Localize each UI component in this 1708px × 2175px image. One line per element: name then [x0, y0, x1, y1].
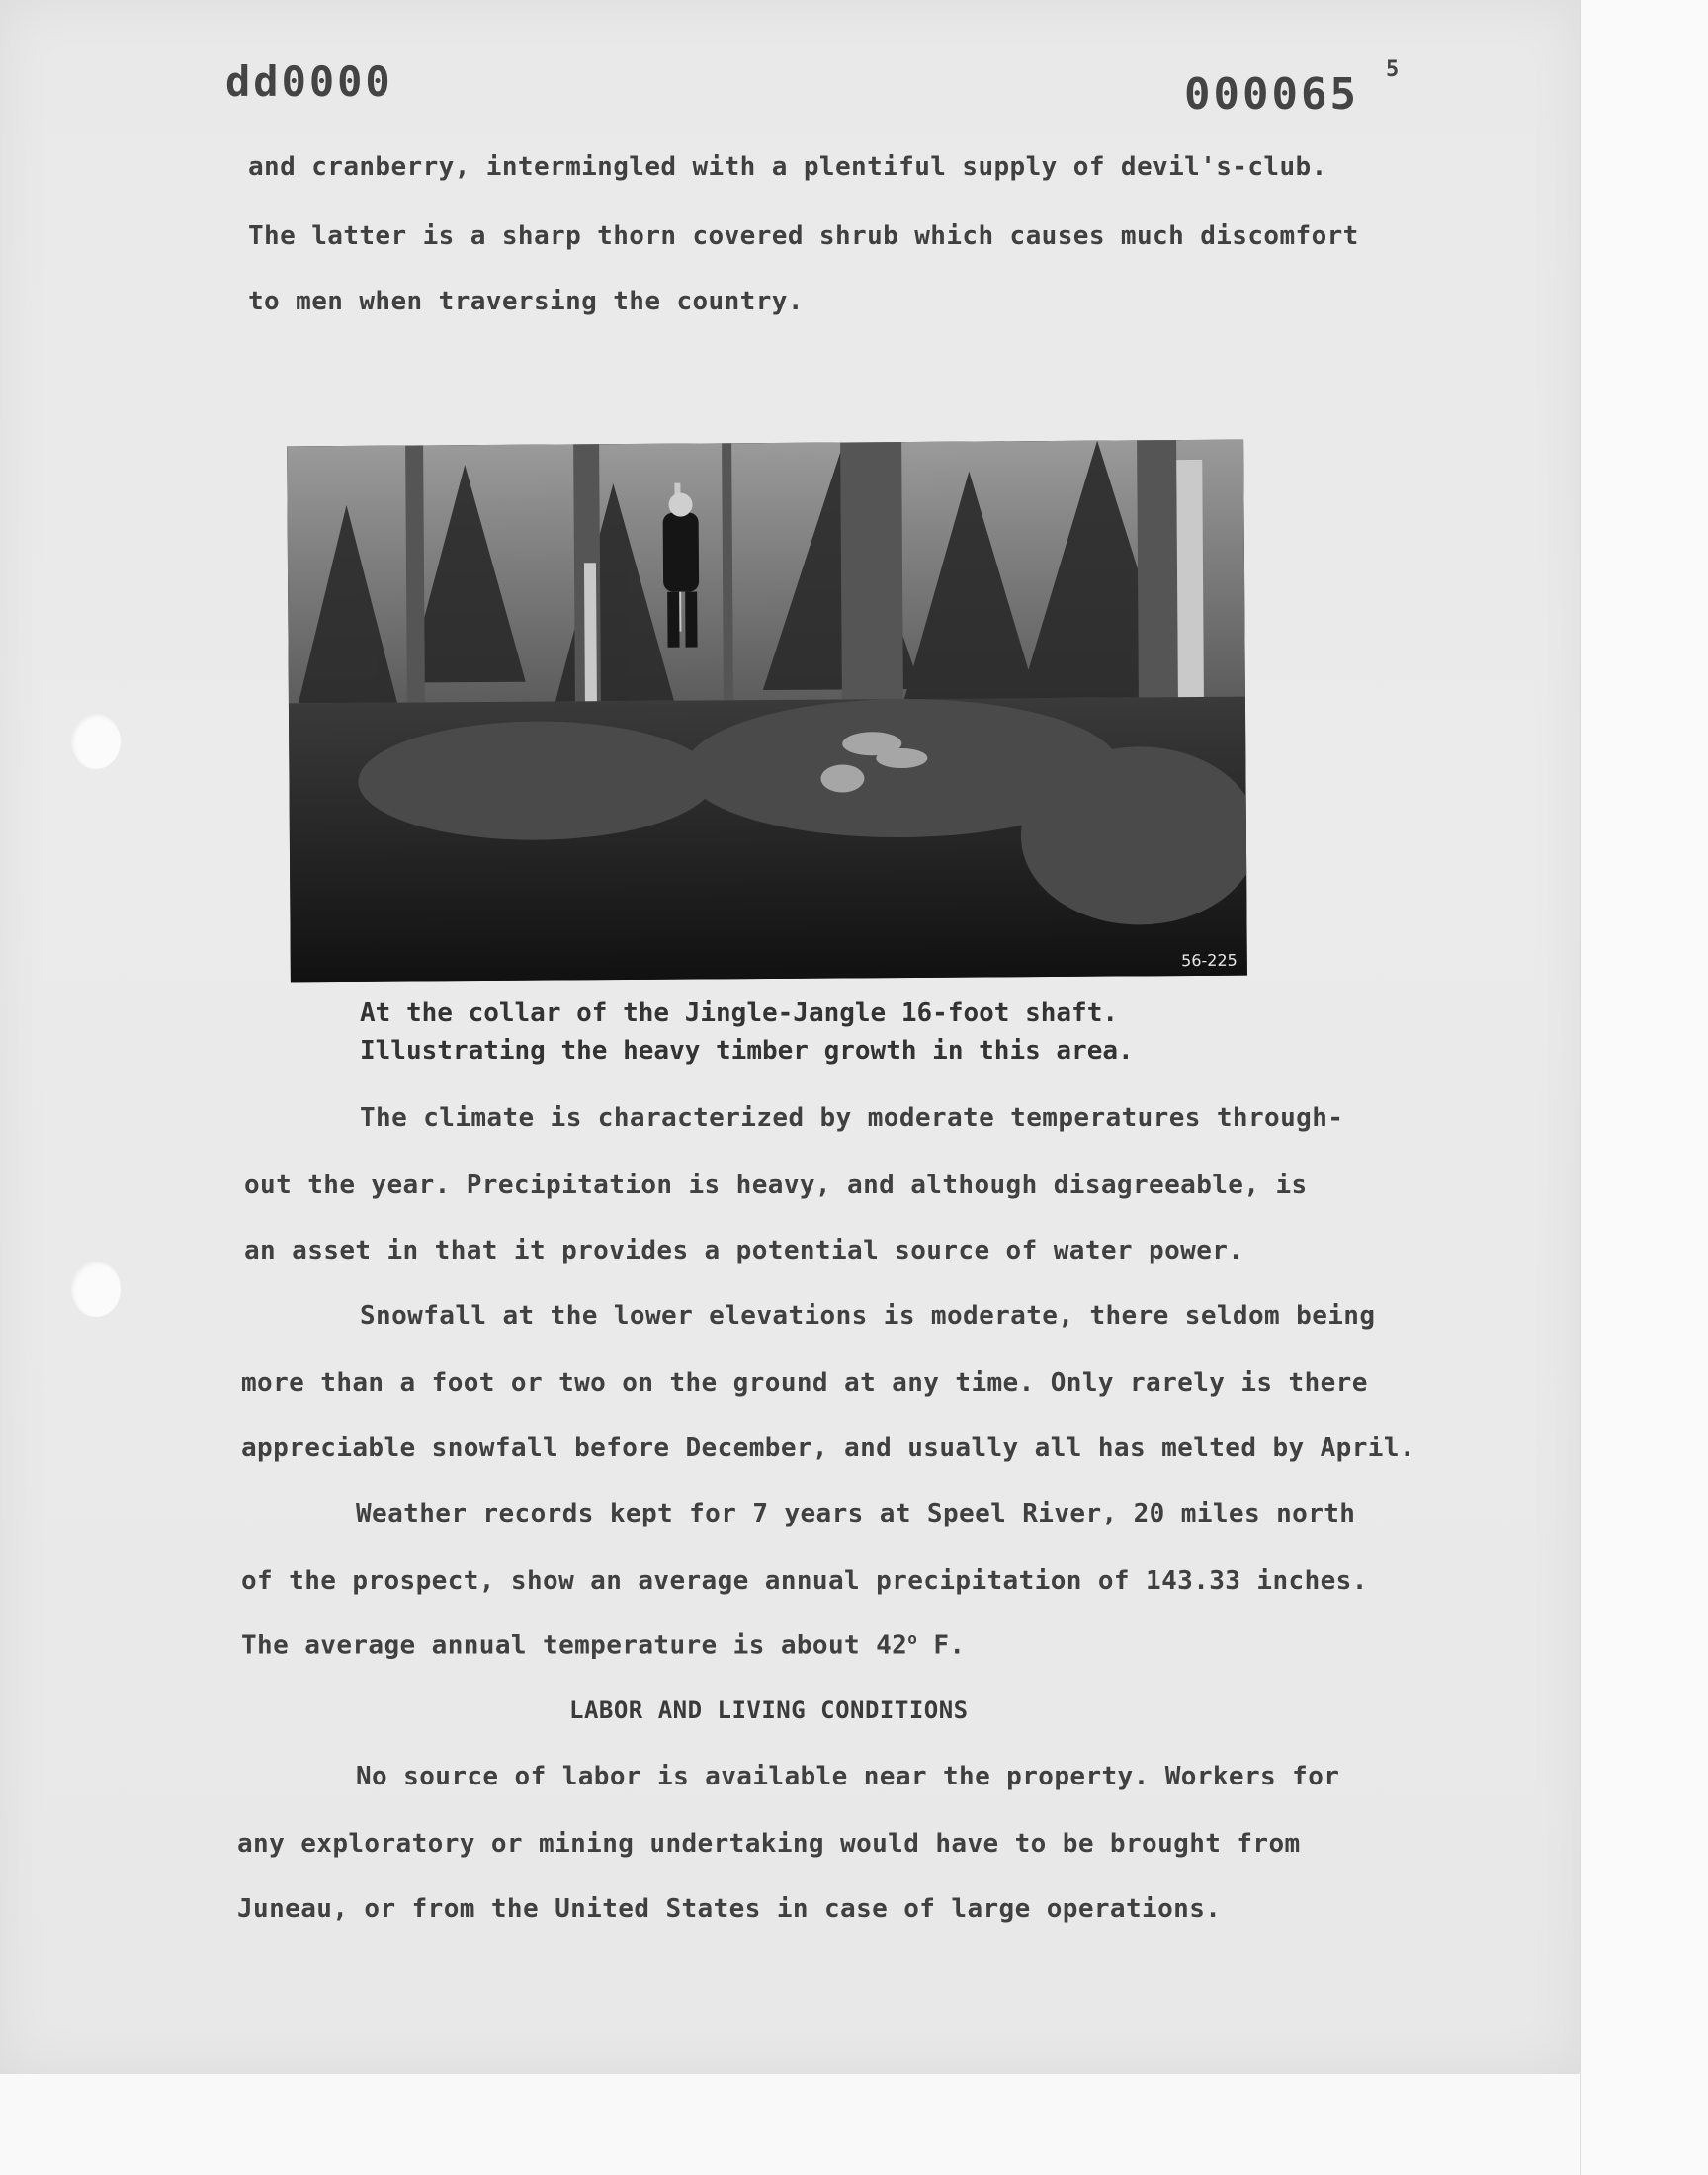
intro-line-1: and cranberry, intermingled with a plentiful supply of devil's-club.	[248, 152, 1327, 182]
weather-line-3-text: The average annual temperature is about 42	[241, 1630, 908, 1661]
photo-caption-line-2: Illustrating the heavy timber growth in this area.	[360, 1036, 1134, 1066]
scan-margin-bottom	[0, 2074, 1580, 2175]
punch-hole-bottom	[71, 1262, 121, 1317]
labor-line-1: No source of labor is available near the property. Workers for	[356, 1762, 1340, 1791]
labor-line-2: any exploratory or mining undertaking would have to be brought from	[237, 1829, 1301, 1859]
labor-line-3: Juneau, or from the United States in case of large operations.	[237, 1894, 1222, 1924]
climate-line-3: an asset in that it provides a potential source of water power.	[244, 1236, 1244, 1265]
snowfall-line-1: Snowfall at the lower elevations is moderate, there seldom being	[360, 1301, 1376, 1331]
snowfall-line-3: appreciable snowfall before December, and usually all has melted by April.	[241, 1434, 1415, 1463]
intro-line-2: The latter is a sharp thorn covered shrub which causes much discomfort	[248, 221, 1359, 251]
climate-line-1: The climate is characterized by moderate temperatures through-	[360, 1103, 1344, 1133]
weather-line-2: of the prospect, show an average annual precipitation of 143.33 inches.	[241, 1566, 1368, 1596]
weather-line-3-unit: F.	[917, 1630, 966, 1661]
weather-line-3	[241, 1629, 965, 1661]
section-heading: LABOR AND LIVING CONDITIONS	[569, 1696, 969, 1724]
climate-line-2: out the year. Precipitation is heavy, and although disagreeable, is	[244, 1171, 1308, 1200]
right-stamp-number: 000065	[1184, 69, 1359, 120]
punch-hole-top	[71, 714, 121, 769]
scan-margin	[1580, 0, 1708, 2175]
page-number: 5	[1386, 57, 1403, 82]
intro-line-3: to men when traversing the country.	[248, 287, 804, 316]
degree-mark: o	[907, 1629, 918, 1648]
photo-caption-line-1: At the collar of the Jingle-Jangle 16-foot shaft.	[360, 999, 1119, 1028]
snowfall-line-2: more than a foot or two on the ground at any time. Only rarely is there	[241, 1368, 1368, 1398]
weather-line-1: Weather records kept for 7 years at Speel River, 20 miles north	[356, 1499, 1356, 1528]
left-stamp-number: dd0000	[225, 57, 393, 106]
forest-photo	[287, 440, 1247, 983]
photo-number: 56-225	[1181, 950, 1238, 971]
